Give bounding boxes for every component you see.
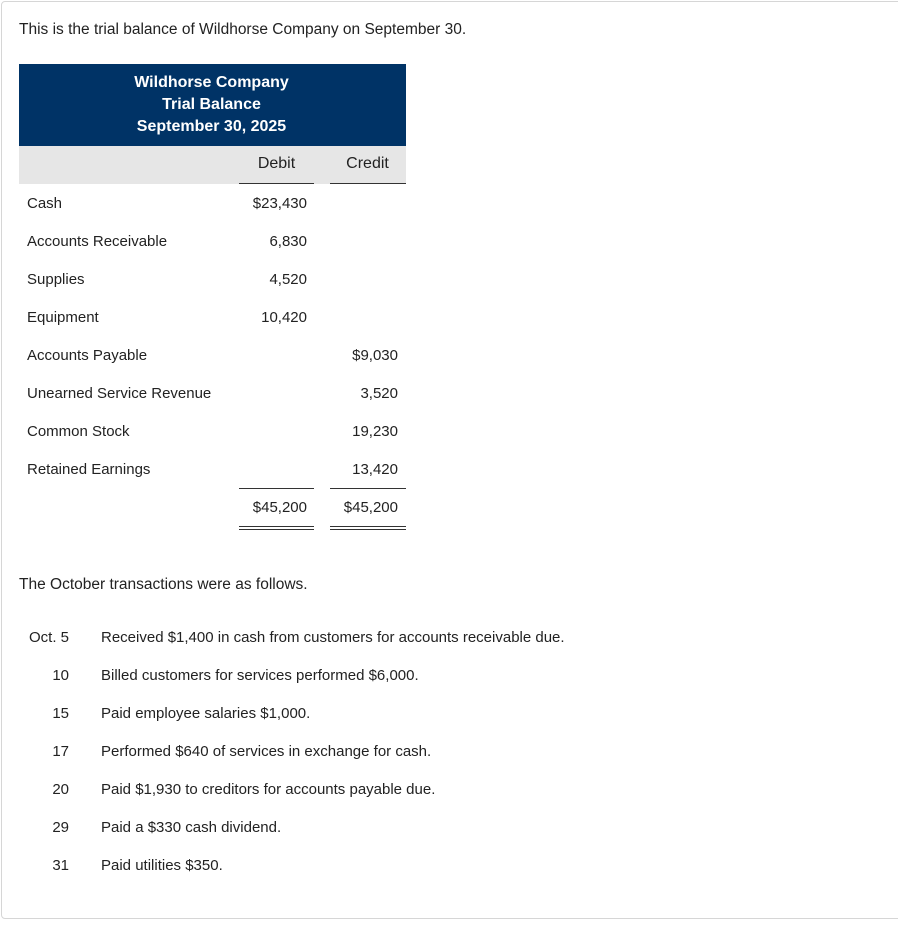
debit-amount: 6,830 bbox=[269, 233, 307, 250]
debit-total: $45,200 bbox=[252, 499, 307, 516]
account-name: Common Stock bbox=[27, 423, 130, 440]
transaction-date: 29 bbox=[52, 819, 69, 836]
account-name: Supplies bbox=[27, 271, 85, 288]
transaction-date: 17 bbox=[52, 743, 69, 760]
debit-column-header: Debit bbox=[257, 155, 296, 172]
transaction-date: 10 bbox=[52, 667, 69, 684]
transactions-intro: The October transactions were as follows. bbox=[19, 576, 308, 593]
account-name: Accounts Receivable bbox=[27, 233, 168, 250]
account-row bbox=[19, 461, 419, 481]
debit-amount: 10,420 bbox=[261, 309, 307, 326]
transaction-description: Paid utilities $350. bbox=[101, 857, 223, 874]
account-name: Accounts Payable bbox=[27, 347, 148, 364]
transaction-date: 20 bbox=[52, 781, 69, 798]
account-row bbox=[19, 309, 419, 329]
transaction-date: 15 bbox=[52, 705, 69, 722]
transaction-description: Paid $1,930 to creditors for accounts payable due. bbox=[101, 781, 436, 798]
credit-amount: 3,520 bbox=[360, 385, 398, 402]
account-name: Cash bbox=[27, 195, 63, 212]
debit-amount: $23,430 bbox=[252, 195, 307, 212]
account-row bbox=[19, 233, 419, 253]
credit-column-header: Credit bbox=[346, 155, 389, 172]
account-name: Unearned Service Revenue bbox=[27, 385, 212, 402]
account-name: Retained Earnings bbox=[27, 461, 151, 478]
statement-date: September 30, 2025 bbox=[136, 118, 287, 135]
transaction-description: Billed customers for services performed $6,000. bbox=[101, 667, 419, 684]
account-row bbox=[19, 195, 419, 215]
credit-header-underline bbox=[330, 183, 406, 184]
transaction-description: Paid employee salaries $1,000. bbox=[101, 705, 311, 722]
trial-balance-header bbox=[19, 64, 406, 146]
company-name: Wildhorse Company bbox=[134, 74, 289, 91]
credit-amount: $9,030 bbox=[352, 347, 398, 364]
transaction-description: Received $1,400 in cash from customers for accounts receivable due. bbox=[101, 629, 565, 646]
credit-amount: 19,230 bbox=[352, 423, 398, 440]
account-name: Equipment bbox=[27, 309, 99, 326]
statement-title: Trial Balance bbox=[162, 96, 261, 113]
transaction-description: Performed $640 of services in exchange for cash. bbox=[101, 743, 432, 760]
debit-double-underline bbox=[239, 526, 314, 530]
question-card bbox=[1, 1, 898, 919]
credit-total: $45,200 bbox=[343, 499, 398, 516]
credit-total-rule bbox=[330, 488, 406, 489]
account-row bbox=[19, 423, 419, 443]
credit-amount: 13,420 bbox=[352, 461, 398, 478]
account-row bbox=[19, 271, 419, 291]
transaction-description: Paid a $330 cash dividend. bbox=[101, 819, 282, 836]
intro-text: This is the trial balance of Wildhorse Company on September 30. bbox=[19, 21, 467, 38]
account-row bbox=[19, 347, 419, 367]
debit-header-underline bbox=[239, 183, 314, 184]
account-row bbox=[19, 385, 419, 405]
debit-total-rule bbox=[239, 488, 314, 489]
transaction-date: Oct. 5 bbox=[28, 629, 69, 646]
column-header-row bbox=[19, 146, 406, 184]
credit-double-underline bbox=[330, 526, 406, 530]
transaction-date: 31 bbox=[52, 857, 69, 874]
debit-amount: 4,520 bbox=[269, 271, 307, 288]
